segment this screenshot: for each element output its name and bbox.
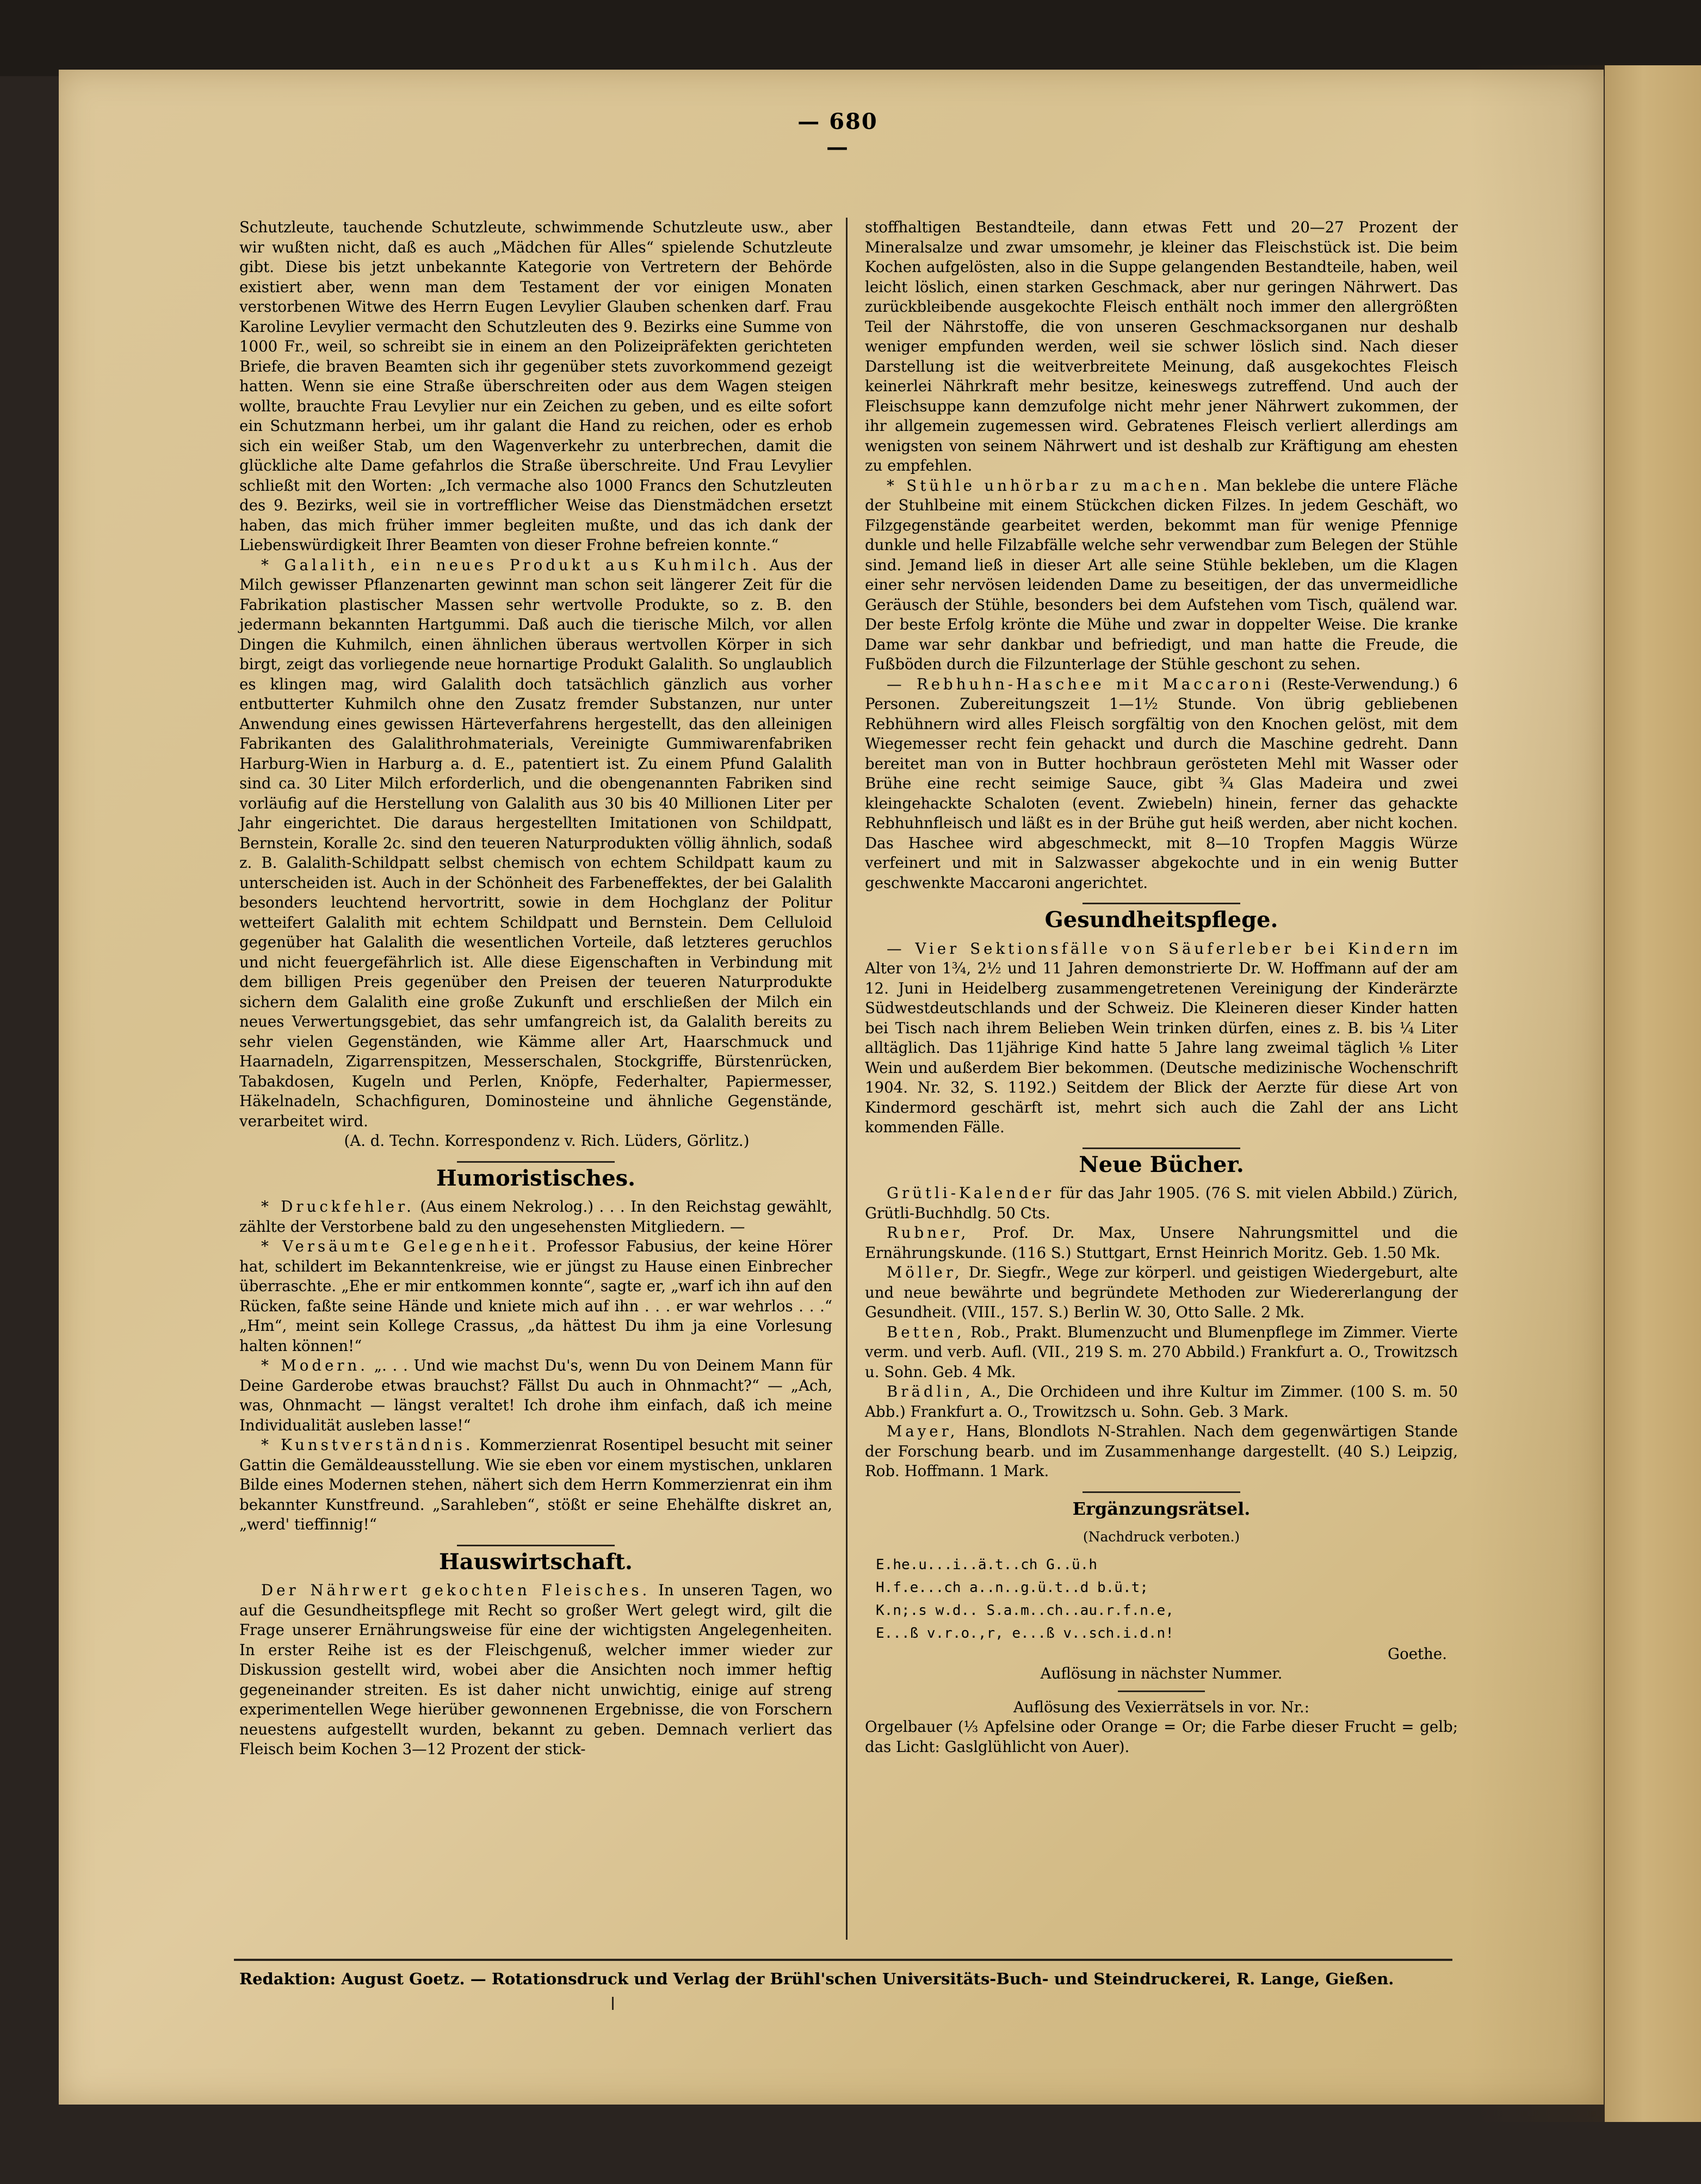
book-author: Rubner, — [887, 1224, 969, 1242]
previous-solution-heading: Auflösung des Vexierrätsels in vor. Nr.: — [1013, 1698, 1310, 1716]
column-divider — [846, 218, 848, 1940]
humor-item-1-title: * Druckfehler. — [261, 1198, 415, 1216]
galalith-source: (A. d. Techn. Korrespondenz v. Rich. Lüders, Görlitz.) — [344, 1132, 750, 1150]
riddle-solution-note: Auflösung in nächster Nummer. — [1040, 1664, 1283, 1682]
humor-section-heading: Humoristisches. — [239, 1161, 832, 1189]
riddle-section-heading: Ergänzungsrätsel. — [865, 1491, 1458, 1519]
household-article-title: Der Nährwert gekochten Fleisches. — [261, 1581, 651, 1599]
humor-item-1 — [239, 1197, 832, 1237]
book-details: Prof. Dr. Max, Unsere Nahrungsmittel und die Ernährungskunde. (116 S.) Stuttgart, Ernst Heinrich Moritz. Geb. 1.50 Mk. — [865, 1224, 1458, 1262]
book-details: Rob., Prakt. Blumenzucht und Blumenpflege im Zimmer. Vierte verm. und verb. Aufl. (VII., 219 S. m. 270 Abbild.) Frankfurt a. O., Trowitzsch u. Sohn. Geb. 4 Mk. — [865, 1323, 1458, 1381]
imprint-footer: Redaktion: August Goetz. — Rotationsdruck und Verlag der Brühl'schen Universitäts-Buch- und Steindruckerei, R. Lange, Gießen. — [239, 1970, 1394, 1988]
book-entry — [865, 1323, 1458, 1383]
book-entry — [865, 1422, 1458, 1482]
humor-item-1-body: (Aus einem Nekrolog.) . . . In den Reichstag gewählt, zählte der Verstorbene bald zu den ungesehensten Mitgliedern. — — [239, 1198, 832, 1236]
recipe-headline: — Rebhuhn-Haschee mit Maccaroni — [887, 675, 1273, 693]
humor-item-2 — [239, 1237, 832, 1356]
adjacent-page-edge — [1605, 65, 1701, 2122]
humor-item-3 — [239, 1356, 832, 1435]
book-author: Brädlin, — [887, 1383, 974, 1401]
book-entry — [865, 1183, 1458, 1223]
book-details: A., Die Orchideen und ihre Kultur im Zimmer. (100 S. m. 50 Abb.) Frankfurt a. O., Trowitzsch u. Sohn. Geb. 3 Mark. — [865, 1383, 1458, 1421]
health-article — [865, 939, 1458, 1138]
chairs-body: Man beklebe die untere Fläche der Stuhlbeine mit einem Stückchen dicken Filzes. In jedem Geschäft, wo Filzgegenstände gearbeitet werden, bekommt man für wenige Pfennige dunkle und helle Filzabfälle welche sehr verwendbar zum Belegen der Stühle sind. Jemand ließ in dieser Art alle seine Stühle bekleben, um die Klagen einer sehr nervösen leidenden Dame zu beseitigen, der das unvermeidliche Geräusch der Stühle, besonders bei dem Aufstehen vom Tisch, quälend war. Der beste Erfolg krönte die Mühe und zwar in doppelter Weise. Die kranke Dame war sehr dankbar und befriedigt, und man hatte die Freude, die Fußböden durch die Filzunterlage der Stühle geschont zu sehen. — [865, 476, 1458, 673]
page-number: — 680 — — [797, 109, 878, 160]
book-details: Hans, Blondlots N-Strahlen. Nach dem gegenwärtigen Stande der Forschung bearb. und im Zusammenhange dargestellt. (40 S.) Leipzig, Rob. Hoffmann. 1 Mark. — [865, 1422, 1458, 1480]
riddle-line: K.n;.s w.d.. S.a.m..ch..au.r.f.n.e, — [876, 1602, 1174, 1619]
health-body: im Alter von 1¾, 2½ und 11 Jahren demonstrierte Dr. W. Hoffmann auf der am 12. Juni in Heidelberg zusammengetretenen Vereinigung der Kinderärzte Südwestdeutschlands und der Schweiz. Die Kleineren dieser Kinder hatten bei Tisch nach ihrem Belieben Wein trinken dürfen, eines z. B. bis ¼ Liter alltäglich. Das 11jährige Kind hatte 5 Jahre lang zweimal täglich ⅛ Liter Wein und außerdem Bier bekommen. (Deutsche medizinische Wochenschrift 1904. Nr. 32, S. 1192.) Seitdem der Blick der Aerzte für diese Art von Kindermord geschärft ist, mehrt sich auch die Zahl der ans Licht kommenden Fälle. — [865, 939, 1458, 1136]
previous-solution-text: Orgelbauer (⅓ Apfelsine oder Orange = Or; die Farbe dieser Frucht = gelb; das Licht: Gaslglühlicht von Auer). — [865, 1718, 1458, 1756]
book-entry — [865, 1382, 1458, 1422]
book-author: Grütli-Kalender — [887, 1184, 1055, 1202]
galalith-body: Aus der Milch gewisser Pflanzenarten gewinnt man schon seit längerer Zeit für die Fabrikation plastischer Massen sehr wertvolle Produkte, so z. B. den jedermann bekannten Hartgummi. Daß auch die tierische Milch, vor allen Dingen die Kuhmilch, einen ähnlichen überaus wertvollen Körper in sich birgt, zeigt das vorliegende neue hornartige Produkt Galalith. So unglaublich es klingen mag, wird Galalith doch tatsächlich gänzlich aus vorher entbutterter Kuhmilch ohne den Zusatz fremder Substanzen, nur unter Anwendung eines gewissen Härteverfahrens hergestellt, das den alleinigen Fabrikanten des Galalithrohmaterials, Vereinigte Gummiwarenfabriken Harburg-Wien in Harburg a. d. E., patentiert ist. Zu einem Pfund Galalith sind ca. 30 Liter Milch erforderlich, und die obengenannten Fabriken sind vorläufig auf die Herstellung von Galalith aus 30 bis 40 Millionen Liter per Jahr eingerichtet. Die daraus hergestellten Imitationen von Schildpatt, Bernstein, Koralle 2c. sind den teueren Naturprodukten völlig ähnlich, sodaß z. B. Galalith-Schildpatt selbst chemisch von echtem Schildpatt kaum zu unterscheiden ist. Auch in der Schönheit des Farbeneffektes, der bei Galalith besonders leuchtend hervortritt, sowie in dem Hochglanz der Politur wetteifert Galalith mit echtem Schildpatt und Bernstein. Dem Celluloid gegenüber hat Galalith die wesentlichen Vorteile, daß letzteres geruchlos und nicht feuergefährlich ist. Alle diese Eigenschaften in Verbindung mit dem billigen Preis gegenüber den Preisen der teueren Naturprodukte sichern dem Galalith eine große Zukunft und erschließen der Milch ein neues Verwertungsgebiet, das sehr umfangreich ist, da Galalith bereits zu sehr vielen Gegenständen, wie Kämme aller Art, Haarschmuck und Haarnadeln, Zigarrenspitzen, Messerschalen, Stockgriffe, Bürstenrücken, Tabakdosen, Kugeln und Perlen, Knöpfe, Federhalter, Papiermesser, Häkelnadeln, Schachfiguren, Dominosteine und ähnliche Gegenstände, verarbeitet wird. — [239, 556, 832, 1130]
recipe-article — [865, 675, 1458, 893]
household-section-heading: Hauswirtschaft. — [239, 1545, 832, 1572]
footer-rule — [234, 1959, 1452, 1961]
print-mark — [612, 1997, 614, 2010]
riddle-line: H.f.e...ch a..n..g.ü.t..d b.ü.t; — [876, 1579, 1148, 1596]
book-details: für das Jahr 1905. (76 S. mit vielen Abbild.) Zürich, Grütli-Buchhdlg. 50 Cts. — [865, 1184, 1458, 1222]
health-headline: — Vier Sektionsfälle von Säuferleber bei Kindern — [887, 939, 1432, 958]
scan-background-top — [0, 0, 1701, 76]
book-details: Dr. Siegfr., Wege zur körperl. und geistigen Wiedergeburt, alte und neue bewährte und begründete Methoden zur Wiedererlangung der Gesundheit. (VIII., 157. S.) Berlin W. 30, Otto Salle. 2 Mk. — [865, 1263, 1458, 1321]
police-article: Schutzleute, tauchende Schutzleute, schwimmende Schutzleute usw., aber wir wußten nicht, daß es auch „Mädchen für Alles“ spielende Schutzleute gibt. Diese bis jetzt unbekannte Kategorie von Vertretern der Behörde existiert aber, wenn man dem Testament der vor einigen Monaten verstorbenen Witwe des Herrn Eugen Levylier Glauben schenken darf. Frau Karoline Levylier vermacht den Schutzleuten des 9. Bezirks eine Summe von 1000 Fr., weil, so schreibt sie in einem an den Polizeipräfekten gerichteten Briefe, die braven Beamten sich ihr gegenüber stets zuvorkommend gezeigt hatten. Wenn sie eine Straße überschreiten oder aus dem Wagen steigen wollte, brauchte Frau Levylier nur ein Zeichen zu geben, und es eilte sofort ein Schutzmann herbei, um ihr galant die Hand zu reichen, oder es erhob sich ein weißer Stab, um den Wagenverkehr zu unterbrechen, damit die glückliche alte Dame gefahrlos die Straße überschreite. Und Frau Levylier schließt mit den Worten: „Ich vermache also 1000 Francs den Schutzleuten des 9. Bezirks, weil sie in vortrefflicher Weise das Dienstmädchen ersetzt haben, das mich früher immer begleiten mußte, und das ich dank der Liebenswürdigkeit Ihrer Beamten von dieser Frohne befreien konnte.“ — [239, 218, 832, 554]
book-entry — [865, 1223, 1458, 1263]
health-section-heading: Gesundheitspflege. — [865, 903, 1458, 930]
book-entry — [865, 1263, 1458, 1323]
galalith-article — [239, 556, 832, 1132]
riddle-attribution: Goethe. — [1388, 1644, 1447, 1663]
left-column — [239, 218, 832, 1760]
riddle-line: E...ß v.r.o.,r, e...ß v..sch.i.d.n! — [876, 1625, 1174, 1642]
books-section-heading: Neue Bücher. — [865, 1147, 1458, 1175]
riddle-line: E.he.u...i..ä.t..ch G..ü.h — [876, 1556, 1097, 1573]
chairs-article — [865, 476, 1458, 675]
humor-item-4-title: * Kunstverständnis. — [261, 1436, 474, 1454]
household-article — [239, 1581, 832, 1760]
humor-item-2-title: * Versäumte Gelegenheit. — [261, 1237, 540, 1255]
book-author: Mayer, — [887, 1422, 958, 1440]
humor-item-3-body: „. . . Und wie machst Du's, wenn Du von Deinem Mann für Deine Garderobe etwas brauchst? Fällst Du auch in Ohnmacht?“ — „Ach, was, Ohnmacht — längst veraltet! Ich drohe ihm einfach, daß ich meine Individualität ausleben lasse!“ — [239, 1356, 832, 1434]
recipe-body: (Reste-Verwendung.) 6 Personen. Zubereitungszeit 1—1½ Stunde. Von übrig gebliebenen Rebhühnern wird alles Fleisch sorgfältig von den Knochen gelöst, mit dem Wiegemesser recht fein gehackt und durch die Maschine gedreht. Dann bereitet man von in Butter hochbraun gerösteten Mehl mit Wasser oder Brühe eine recht seimige Sauce, gibt ¾ Glas Madeira und zwei kleingehackte Schaloten (event. Zwiebeln) hinein, ferner das gehackte Rebhuhnfleisch und läßt es in der Brühe gut heiß werden, aber nicht kochen. Das Haschee wird abgeschmeckt, mit 8—10 Tropfen Maggis Würze verfeinert und mit in Salzwasser abgekochte und in ein wenig Butter geschwenkte Maccaroni angerichtet. — [865, 675, 1458, 892]
book-author: Betten, — [887, 1323, 965, 1341]
book-author: Möller, — [887, 1263, 963, 1281]
meat-article-continued: stoffhaltigen Bestandteile, dann etwas Fett und 20—27 Prozent der Mineralsalze und zwar umsomehr, je kleiner das Fleischstück ist. Die beim Kochen aufgelösten, also in die Suppe gelangenden Bestandteile, haben, weil leicht löslich, einen starken Geschmack, aber nur geringen Nährwert. Das zurückbleibende ausgekochte Fleisch enthält noch immer den allergrößten Teil der Nährstoffe, die von unseren Geschmacksorganen nur deshalb weniger empfunden werden, weil sie schwer löslich sind. Nach dieser Darstellung ist die weitverbreitete Meinung, daß ausgekochtes Fleisch keinerlei Nährkraft mehr besitze, keineswegs zutreffend. Und auch der Fleischsuppe kann demzufolge nicht mehr jener Nährwert zukommen, der ihr allgemein zugemessen wird. Gebratenes Fleisch verliert allerdings am wenigsten von seinem Nährwert und ist deshalb zur Kräftigung am ehesten zu empfehlen. — [865, 218, 1458, 474]
humor-item-3-title: * Modern. — [261, 1356, 369, 1374]
humor-item-4 — [239, 1435, 832, 1535]
galalith-headline: * Galalith, ein neues Produkt aus Kuhmilch. — [261, 556, 760, 574]
riddle-divider — [1118, 1691, 1205, 1692]
humor-item-4-body: Kommerzienrat Rosentipel besucht mit seiner Gattin die Gemäldeausstellung. Wie sie eben vor einem mystischen, unklaren Bilde eines Modernen stehen, nähert sich dem Herrn Kommerzienrat ein ihm bekannter Kunstfreund. „Sarahleben“, stößt er seine Ehehälfte diskret an, „werd' tieffinnig!“ — [239, 1436, 832, 1533]
humor-item-2-body: Professor Fabusius, der keine Hörer hat, schildert im Bekanntenkreise, wie er jüngst zu Hause einen Einbrecher überraschte. „Ehe er mir entkommen konnte“, sagte er, „warf ich ihn auf den Rücken, faßte seine Hände und kniete mich auf ihn . . . er war wehrlos . . .“ „Hm“, meint sein Kollege Crassus, „da hättest Du ihm ja eine Vorlesung halten können!“ — [239, 1237, 832, 1355]
right-column — [865, 218, 1458, 1757]
chairs-headline: * Stühle unhörbar zu machen. — [887, 476, 1211, 495]
page-shading — [1469, 65, 1605, 2122]
household-article-body: In unseren Tagen, wo auf die Gesundheitspflege mit Recht so großer Wert gelegt wird, gilt die Frage unserer Ernährungsweise für eine der wichtigsten Angelegenheiten. In erster Reihe ist es der Fleischgenuß, welcher immer wieder zur Diskussion gestellt wird, wobei aber die Ansichten noch immer heftig gegeneinander streiten. Es ist daher nicht unwichtig, einige auf streng experimentellen Wege hierüber gewonnenen Ergebnisse, die von Forschern neuestens aufgestellt wurden, bekannt zu geben. Demnach verliert das Fleisch beim Kochen 3—12 Prozent der stick- — [239, 1581, 832, 1758]
riddle-copyright-note: (Nachdruck verboten.) — [1083, 1529, 1240, 1545]
